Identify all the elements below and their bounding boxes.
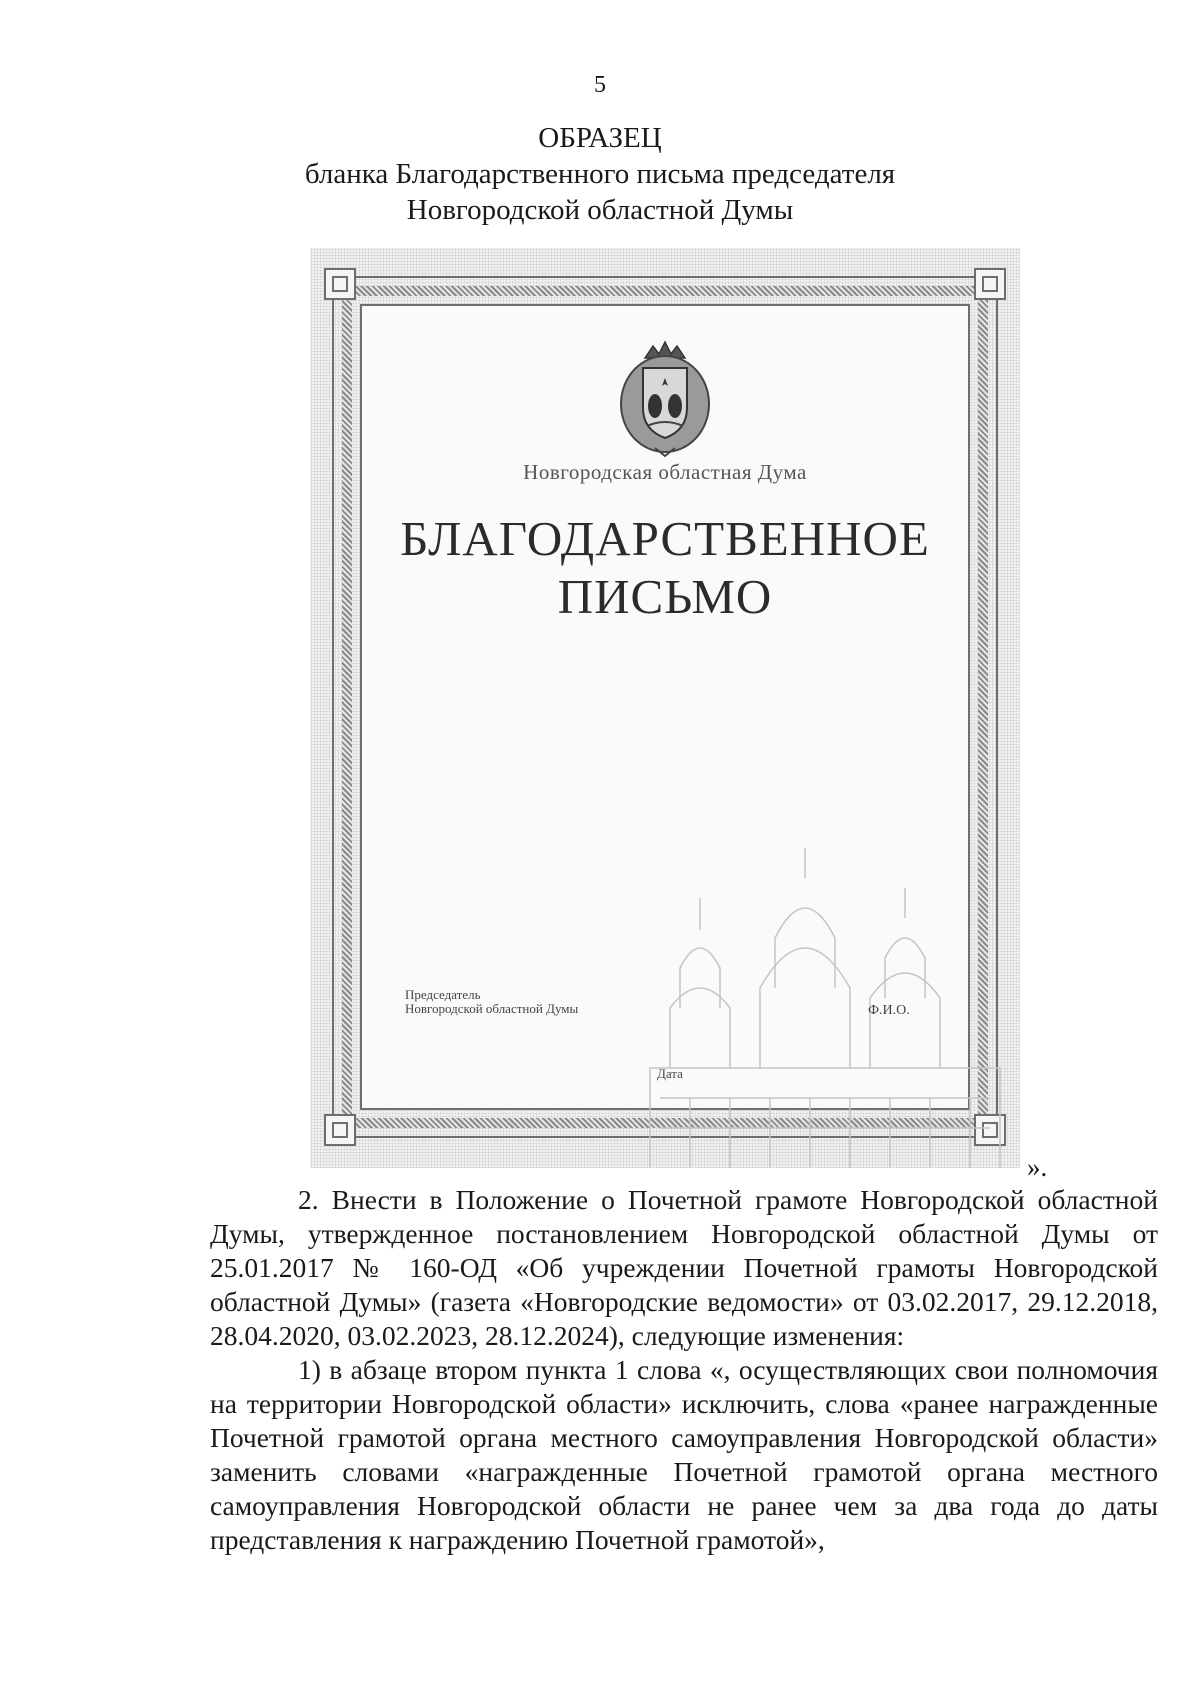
heading-line-2: бланка Благодарственного письма председателя [304, 158, 896, 190]
form-signature-label [405, 988, 578, 1016]
frame-corner-bottom-left [324, 1114, 356, 1146]
coat-of-arms-icon [615, 338, 715, 458]
paragraph-2: 2. Внести в Положение о Почетной грамоте Новгородской областной Думы, утвержденное постановлением Новгородской областной Думы от 25.01.2017 № 160-ОД «Об учреждении Почетной грамоты Новгородской областной Думы» (газета «Новгородские ведомости» от 03.02.2017, 29.12.2018, 28.04.2020, 03.02.2023, 28.12.2024), следующие изменения: [210, 1184, 1158, 1351]
frame-corner-top-right [974, 268, 1006, 300]
form-title [310, 510, 1020, 626]
page-number: 5 [594, 72, 606, 98]
heading-line-3: Новгородской областной Думы [406, 194, 794, 226]
paragraph-item-1: 1) в абзаце втором пункта 1 слова «, осуществляющих свои полномочия на территории Новгородской области» исключить, слова «ранее награжденные Почетной грамотой органа местного самоуправления Новгородской области» заменить словами «награжденные Почетной грамотой органа местного самоуправления Новгородской области не ранее чем за два года до даты представления к награждению Почетной грамотой», [210, 1354, 1158, 1555]
form-signature-line-1: Председатель [405, 987, 481, 1002]
letter-form-sample [310, 248, 1020, 1168]
cathedral-watermark-icon [640, 848, 1010, 1168]
form-date-label: Дата [657, 1066, 683, 1081]
frame-corner-top-left [324, 268, 356, 300]
heading-line-1: ОБРАЗЕЦ [538, 122, 662, 154]
form-signature-line-2: Новгородской областной Думы [405, 1001, 579, 1016]
form-fio-label: Ф.И.О. [868, 1003, 910, 1018]
form-title-line-1: БЛАГОДАРСТВЕННОЕ [400, 511, 930, 566]
form-title-line-2: ПИСЬМО [557, 569, 773, 624]
form-organization-name: Новгородская областная Дума [523, 460, 807, 484]
document-heading [0, 120, 1200, 228]
document-body [210, 1183, 1158, 1557]
closing-quote: ». [1027, 1152, 1048, 1182]
